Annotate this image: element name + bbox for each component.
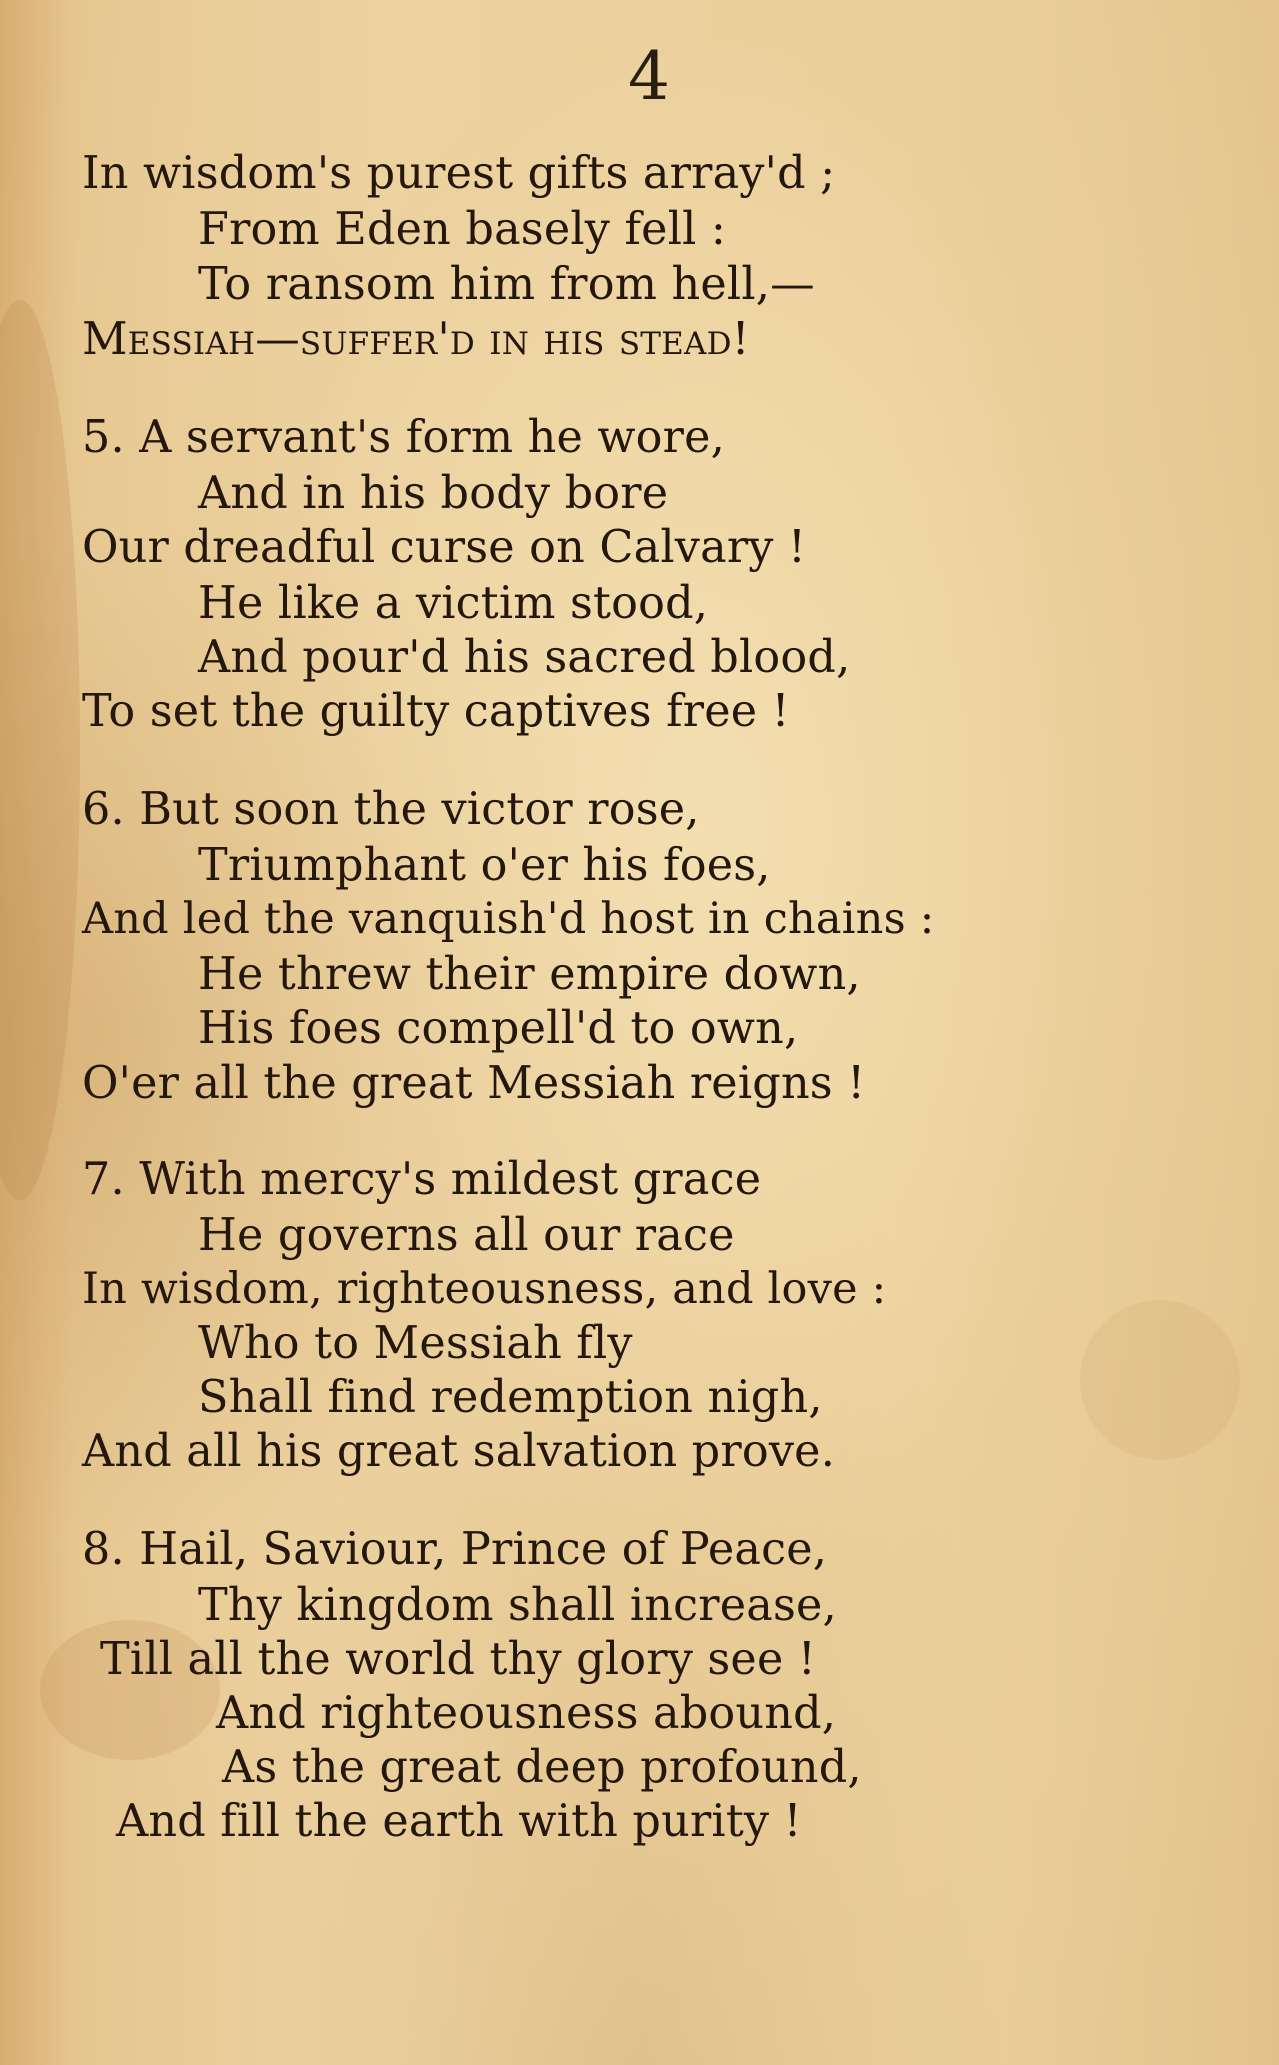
poem-line: As the great deep profound, — [222, 1742, 862, 1793]
poem-line: Who to Messiah fly — [198, 1318, 633, 1369]
poem-line: Till all the world thy glory see ! — [100, 1634, 816, 1685]
poem-line: And led the vanquish'd host in chains : — [82, 894, 935, 944]
poem-line: And fill the earth with purity ! — [116, 1796, 802, 1847]
poem-line: And all his great salvation prove. — [82, 1426, 836, 1477]
poem-line: And righteousness abound, — [216, 1688, 837, 1739]
poem-line-first — [82, 1154, 762, 1205]
poem-line: In wisdom's purest gifts array'd ; — [82, 148, 836, 199]
poem-line: Our dreadful curse on Calvary ! — [82, 522, 807, 573]
page-number: 4 — [628, 38, 670, 115]
poem-line: And in his body bore — [198, 468, 669, 519]
stanza-number: 7. — [82, 1154, 125, 1205]
poem-line: He like a victim stood, — [198, 578, 709, 629]
poem-line: O'er all the great Messiah reigns ! — [82, 1058, 866, 1109]
poem-line-text: A servant's form he wore, — [139, 412, 726, 463]
poem-line-first — [82, 784, 700, 835]
poem-line: Thy kingdom shall increase, — [198, 1580, 837, 1631]
poem-line: In wisdom, righteousness, and love : — [82, 1264, 887, 1314]
poem-line: Shall find redemption nigh, — [198, 1372, 823, 1423]
poem-line: To ransom him from hell,— — [198, 259, 815, 310]
poem-line-text: With mercy's mildest grace — [139, 1154, 762, 1205]
poem-line: He governs all our race — [198, 1210, 735, 1261]
poem-line-first — [82, 412, 726, 463]
poem-line-text: But soon the victor rose, — [139, 784, 700, 835]
poem-line: Triumphant o'er his foes, — [198, 840, 771, 891]
stanza-number: 6. — [82, 784, 125, 835]
poem-line: To set the guilty captives free ! — [82, 686, 790, 737]
poem-line: And pour'd his sacred blood, — [198, 632, 851, 683]
poem-line: Messiah—suffer'd in his stead! — [82, 314, 750, 365]
poem-line: He threw their empire down, — [198, 949, 861, 1000]
stanza-number: 5. — [82, 412, 125, 463]
poem-line: From Eden basely fell : — [198, 204, 727, 255]
poem-line-first — [82, 1524, 828, 1575]
poem-line-text: Hail, Saviour, Prince of Peace, — [139, 1524, 828, 1575]
poem-line: His foes compell'd to own, — [198, 1003, 799, 1054]
stanza-number: 8. — [82, 1524, 125, 1575]
